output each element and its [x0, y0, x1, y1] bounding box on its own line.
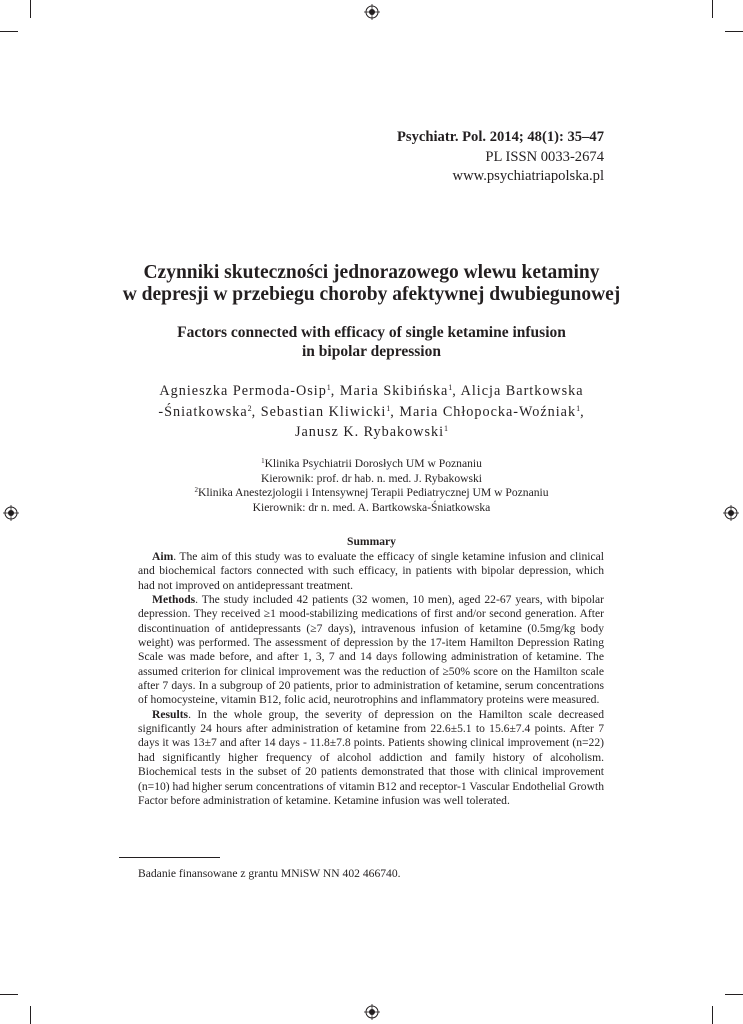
affiliation-head: Kierownik: dr n. med. A. Bartkowska-Śniatkowska: [252, 500, 491, 514]
crop-mark: [0, 994, 18, 995]
author-separator: ,: [580, 403, 585, 420]
abstract-aim: Aim. The aim of this study was to evaluate the efficacy of single ketamine infusion and clinical and biochemical factors connected with such efficacy, in patients with bipolar depression, which had not improved on antidepressant treatment.: [138, 550, 604, 592]
abstract: [138, 550, 604, 808]
summary-heading: Summary: [347, 535, 396, 548]
title-english: [0, 323, 743, 361]
author-affiliation-number: 2: [247, 403, 252, 413]
author-separator: ,: [251, 403, 261, 420]
author-affiliation-number: 1: [576, 403, 581, 413]
crop-mark: [0, 31, 18, 32]
title-polish: [0, 262, 743, 306]
author-line: [0, 381, 743, 402]
journal-website: www.psychiatriapolska.pl: [452, 168, 604, 184]
author-name: Sebastian Kliwicki: [260, 403, 387, 420]
results-label: Results: [152, 707, 189, 721]
author-affiliation-number: 1: [444, 424, 449, 433]
author-separator: ,: [390, 403, 400, 420]
abstract-results: Results. In the whole group, the severity of depression on the Hamilton scale decreased significantly 24 hours after administration of ketamine from 22.6±5.1 to 15.6±7.4 points. After 7 days it was 13±7 and after 14 days - 11.8±7.8 points. Patients showing clinical improvement (n=22) had significantly higher frequency of alcohol addiction and family history of alcoholism. Biochemical tests in the subset of 20 patients demonstrated that those with clinical improvement (n=10) had higher serum concentrations of vitamin B12 and receptor-1 Vascular Endothelial Growth Factor before administration of ketamine. Ketamine infusion was well tolerated.: [138, 707, 604, 807]
author-line: [0, 422, 743, 443]
affiliation-number: 2: [194, 486, 198, 494]
crop-mark: [712, 0, 713, 18]
footnote-rule: [119, 857, 220, 858]
author-separator: ,: [452, 383, 461, 399]
aim-label: Aim: [152, 550, 174, 563]
author-separator: ,: [330, 383, 340, 399]
author-name: -Śniatkowska: [158, 403, 248, 420]
crop-mark: [725, 31, 743, 32]
journal-header: [397, 128, 604, 187]
title-polish-line: w depresji w przebiegu choroby afektywnej dwubiegunowej: [122, 284, 621, 305]
author-affiliation-number: 1: [386, 403, 391, 413]
author-name: Maria Chłopocka-Woźniak: [399, 403, 577, 420]
author-line: [0, 402, 743, 423]
affiliation-number: 1: [261, 457, 265, 465]
abstract-methods: Methods. The study included 42 patients (32 women, 10 men), aged 22-67 years, with bipolar depression. They received ≥1 mood-stabilizing medications of first and/or second generation. After discontinuation of antidepressants (≥7 days), intravenous infusion of ketamine (0.5mg/kg body weight) was performed. The assessment of depression by the 17-item Hamilton Depression Rating Scale was made before, and after 1, 3, 7 and 14 days following administration of ketamine. The assumed criterion for clinical improvement was the reduction of ≥50% score on the Hamilton scale after 7 days. In a subgroup of 20 patients, prior to administration of ketamine, serum concentrations of homocysteine, vitamin B12, folic acid, neurotrophins and inflammatory proteins were measured.: [138, 593, 604, 707]
crop-mark: [712, 1006, 713, 1024]
crop-mark: [30, 1006, 31, 1024]
journal-citation: Psychiatr. Pol. 2014; 48(1): 35–47: [397, 129, 604, 145]
crop-mark: [30, 0, 31, 18]
title-polish-line: Czynniki skuteczności jednorazowego wlewu ketaminy: [143, 262, 600, 283]
registration-mark-icon: [364, 4, 380, 20]
author-name: Alicja Bartkowska: [460, 383, 584, 399]
affiliation-head: Kierownik: prof. dr hab. n. med. J. Rybakowski: [260, 471, 483, 485]
crop-mark: [725, 994, 743, 995]
author-name: Maria Skibińska: [339, 383, 449, 399]
title-english-line: Factors connected with efficacy of single ketamine infusion: [177, 324, 566, 341]
author-affiliation-number: 1: [326, 383, 331, 392]
title-english-line: in bipolar depression: [302, 343, 441, 360]
footnote: Badanie finansowane z grantu MNiSW NN 402 466740.: [138, 867, 401, 880]
author-name: Janusz K. Rybakowski: [294, 424, 445, 440]
author-name: Agnieszka Permoda-Osip: [159, 383, 327, 399]
affiliations: [0, 457, 743, 515]
registration-mark-icon: [364, 1004, 380, 1020]
author-list: [0, 381, 743, 443]
author-affiliation-number: 1: [448, 383, 453, 392]
affiliation-name: $^1$Klinika Psychiatrii Dorosłych UM w Poznaniu: [261, 457, 482, 470]
journal-issn: PL ISSN 0033-2674: [485, 148, 604, 165]
methods-label: Methods: [152, 593, 196, 607]
affiliation-name: $^2$Klinika Anestezjologii i Intensywnej Terapii Pediatrycznej UM w Poznaniu: [194, 486, 549, 499]
